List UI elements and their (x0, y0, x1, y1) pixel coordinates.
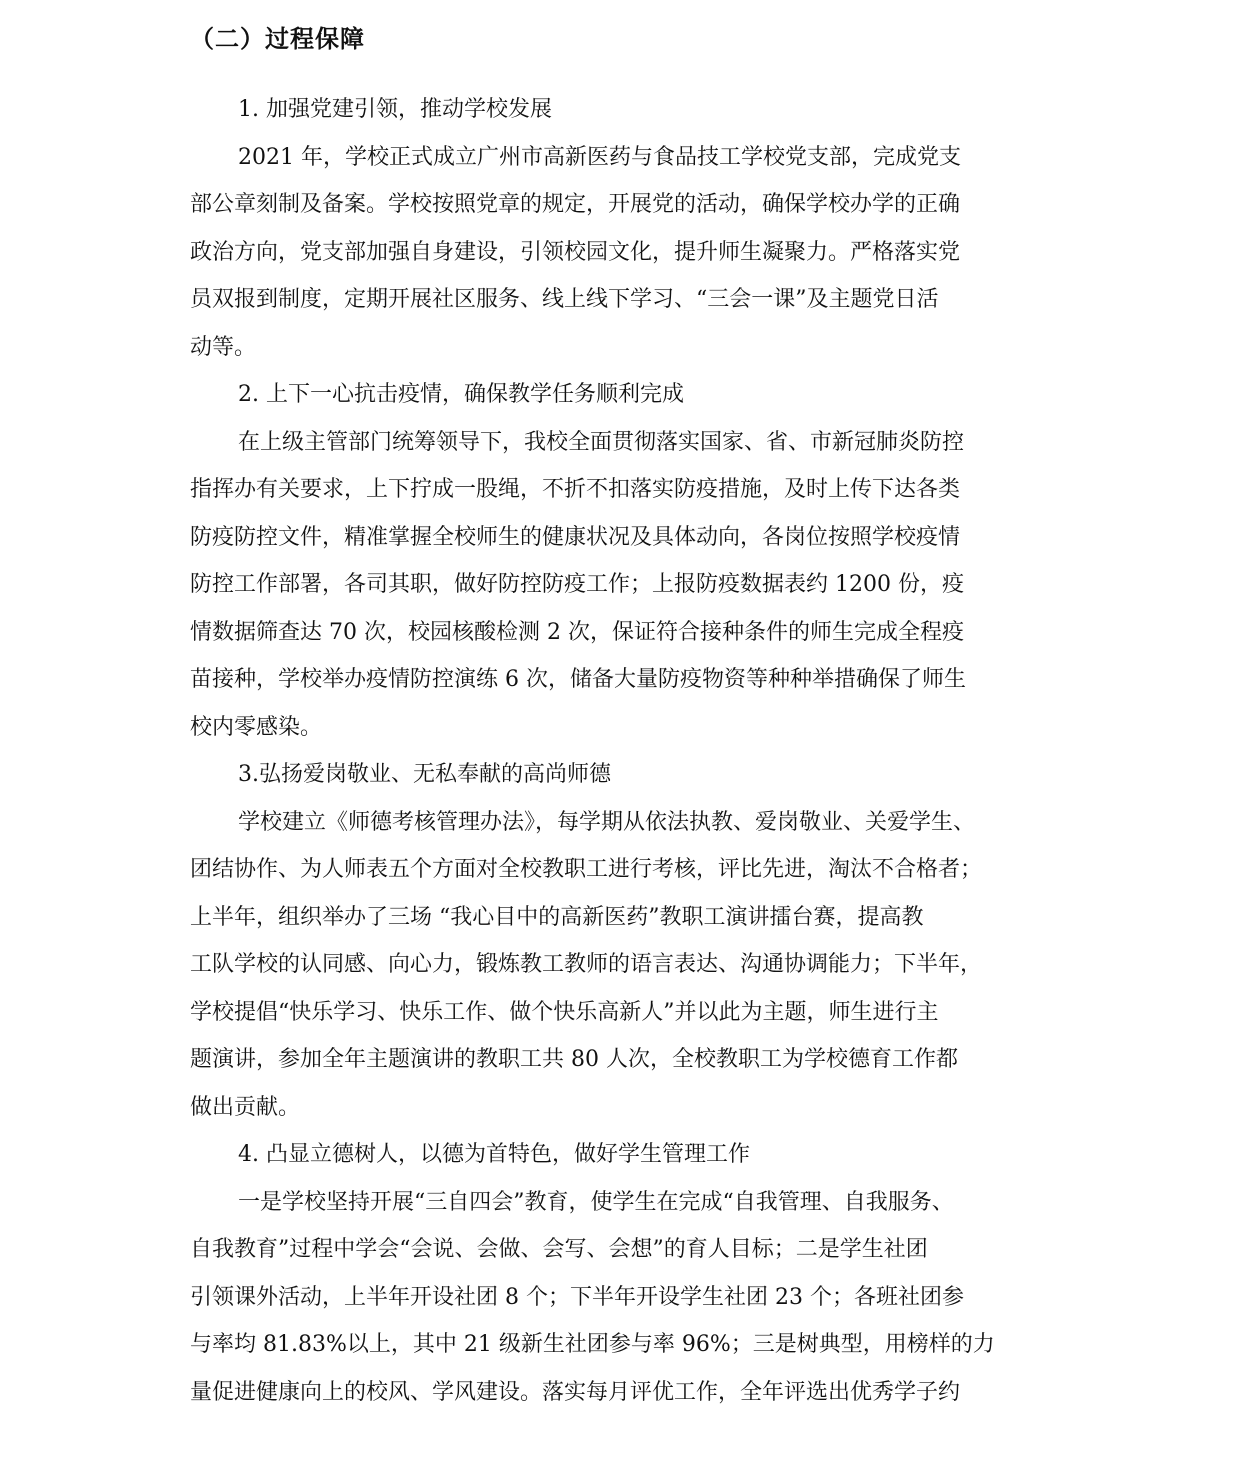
text-line: 在上级主管部门统筹领导下，我校全面贯彻落实国家、省、市新冠肺炎防控 (238, 429, 965, 455)
text-line: 防控工作部署，各司其职，做好防控防疫工作；上报防疫数据表约 1200 份，疫 (190, 572, 964, 597)
text-line: 引领课外活动，上半年开设社团 8 个；下半年开设学生社团 23 个；各班社团参 (190, 1284, 964, 1310)
text-line: 政治方向，党支部加强自身建设，引领校园文化，提升师生凝聚力。严格落实党 (190, 239, 961, 265)
text-line: 员双报到制度，定期开展社区服务、线上线下学习、“三会一课”及主题党日活 (190, 287, 939, 312)
text-line: 动等。 (190, 334, 257, 360)
paragraph-4 (190, 1179, 1052, 1417)
subsection-heading-4: 4. 凸显立德树人，以德为首特色，做好学生管理工作 (238, 1142, 750, 1167)
text-line: 与率均 81.83%以上，其中 21 级新生社团参与率 96%；三是树典型，用榜样的力 (190, 1332, 995, 1357)
text-line: 团结协作、为人师表五个方面对全校教职工进行考核，评比先进，淘汰不合格者； (190, 857, 983, 882)
text-line: 做出贡献。 (190, 1094, 301, 1120)
text-line: 2021 年，学校正式成立广州市高新医药与食品技工学校党支部，完成党支 (238, 144, 961, 170)
text-line: 题演讲，参加全年主题演讲的教职工共 80 人次，全校教职工为学校德育工作都 (190, 1047, 958, 1072)
text-line: 上半年，组织举办了三场 “我心目中的高新医药”教职工演讲擂台赛，提高教 (190, 904, 924, 930)
text-line: 工队学校的认同感、向心力，锻炼教工教师的语言表达、沟通协调能力；下半年， (190, 952, 983, 977)
text-line: 防疫防控文件，精准掌握全校师生的健康状况及具体动向，各岗位按照学校疫情 (190, 524, 961, 550)
text-line: 学校提倡“快乐学习、快乐工作、做个快乐高新人”并以此为主题，师生进行主 (190, 999, 939, 1025)
text-line: 一是学校坚持开展“三自四会”教育，使学生在完成“自我管理、自我服务、 (238, 1189, 954, 1215)
text-line: 指挥办有关要求，上下拧成一股绳，不折不扣落实防疫措施，及时上传下达各类 (190, 477, 961, 502)
subsection-heading-1: 1. 加强党建引领，推动学校发展 (238, 97, 552, 122)
subsection-heading-3: 3.弘扬爱岗敬业、无私奉献的高尚师德 (238, 762, 611, 787)
text-line: 部公章刻制及备案。学校按照党章的规定，开展党的活动，确保学校办学的正确 (190, 192, 961, 217)
section-title: （二）过程保障 (190, 25, 365, 53)
text-line: 情数据筛查达 70 次，校园核酸检测 2 次，保证符合接种条件的师生完成全程疫 (190, 619, 964, 645)
text-line: 校内零感染。 (190, 714, 323, 740)
text-line: 量促进健康向上的校风、学风建设。落实每月评优工作，全年评选出优秀学子约 (190, 1379, 961, 1405)
paragraph-3 (190, 799, 1052, 1132)
paragraph-1 (190, 134, 1052, 372)
text-line: 学校建立《师德考核管理办法》，每学期从依法执教、爱岗敬业、关爱学生、 (238, 809, 976, 835)
paragraph-2 (190, 419, 1052, 752)
document-body (190, 86, 1052, 1416)
text-line: 自我教育”过程中学会“会说、会做、会写、会想”的育人目标；二是学生社团 (190, 1237, 928, 1262)
subsection-heading-2: 2. 上下一心抗击疫情，确保教学任务顺利完成 (238, 382, 684, 407)
text-line: 苗接种，学校举办疫情防控演练 6 次，储备大量防疫物资等种种举措确保了师生 (190, 667, 966, 692)
